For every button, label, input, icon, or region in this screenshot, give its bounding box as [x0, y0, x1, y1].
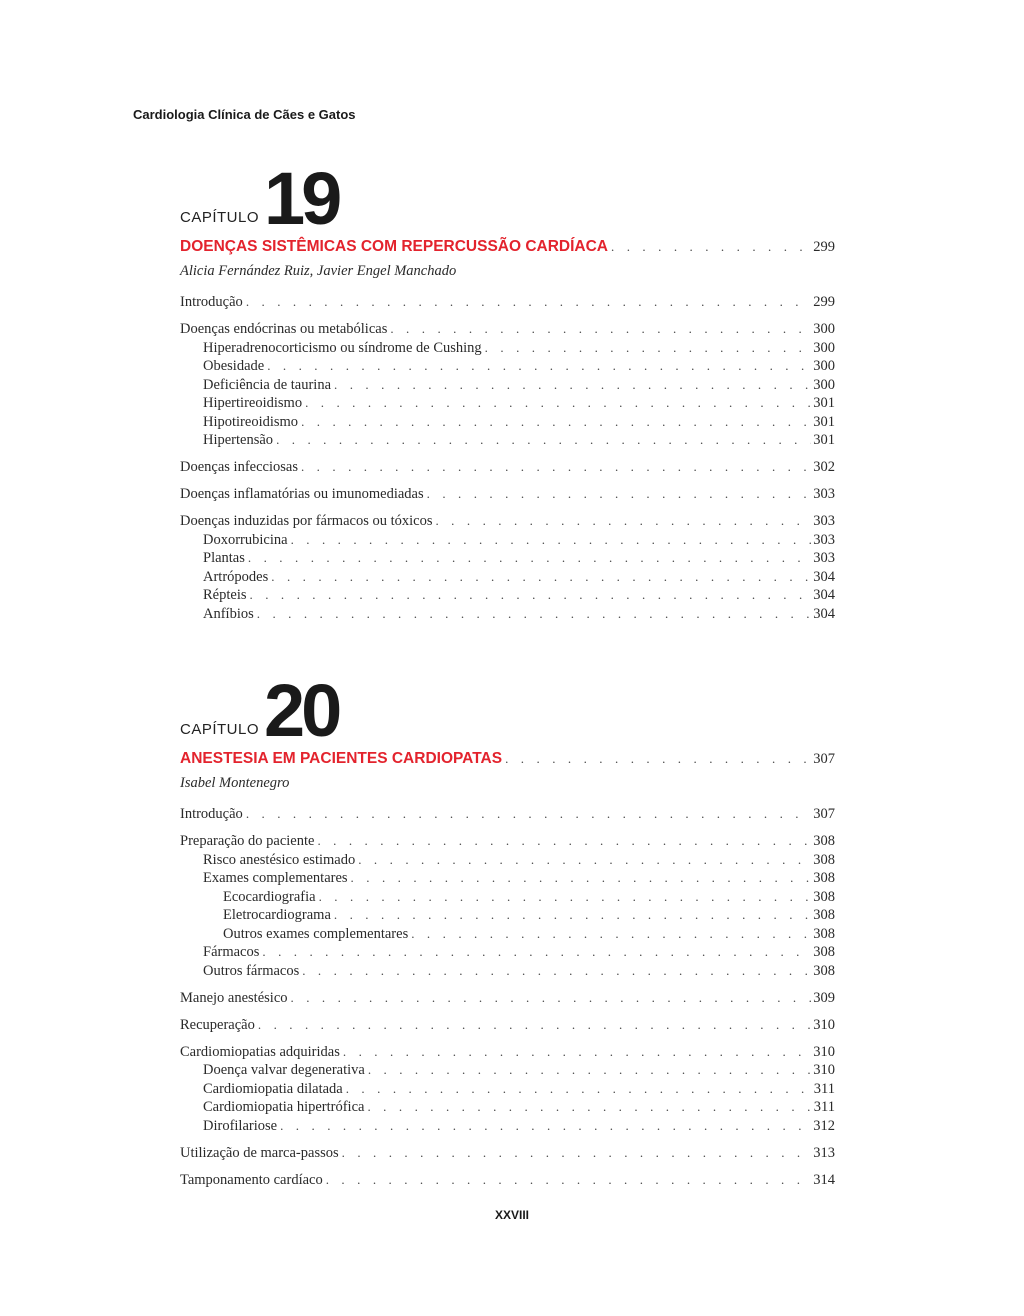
page-number: 300 — [813, 339, 835, 356]
toc-entry[interactable] — [180, 458, 835, 477]
leader-dots — [302, 962, 811, 981]
chapter-heading — [180, 150, 835, 240]
toc-entry-label: Doenças inflamatórias ou imunomediadas — [180, 486, 424, 502]
leader-dots — [485, 339, 812, 358]
chapter-label: CAPÍTULO — [180, 209, 260, 226]
toc-entry[interactable] — [180, 1171, 835, 1190]
toc-entry-label: Doenças endócrinas ou metabólicas — [180, 321, 388, 337]
leader-dots — [411, 925, 811, 944]
toc-entry-label: Preparação do paciente — [180, 833, 315, 849]
toc-entry-label: Exames complementares — [203, 870, 348, 886]
page-folio: XXVIII — [494, 1208, 529, 1222]
page-number: 311 — [813, 1099, 835, 1115]
page-number: 303 — [813, 531, 835, 548]
toc-entry[interactable] — [180, 805, 835, 824]
chapter-title: DOENÇAS SISTÊMICAS COM REPERCUSSÃO CARDÍACA — [180, 238, 609, 255]
toc-entry[interactable] — [180, 989, 835, 1008]
page-number: 304 — [813, 568, 835, 585]
page-number: 300 — [813, 321, 835, 337]
toc-entry-label: Obesidade — [203, 358, 265, 374]
leader-dots — [246, 805, 811, 824]
chapter-number: 20 — [264, 669, 339, 752]
toc-entry[interactable] — [180, 925, 835, 944]
chapter-title-entry[interactable] — [180, 238, 835, 257]
leader-dots — [367, 1098, 811, 1117]
leader-dots — [326, 1171, 812, 1190]
toc-entry[interactable] — [180, 1016, 835, 1035]
toc-entry-label: Artrópodes — [203, 568, 269, 585]
toc-entry-label: Hiperadrenocorticismo ou síndrome de Cushing — [203, 339, 482, 356]
toc-entry-label: Ecocardiografia — [223, 888, 316, 905]
leader-dots — [258, 1016, 811, 1035]
leader-dots — [334, 906, 811, 925]
toc-entry-label: Recuperação — [180, 1016, 255, 1033]
toc-entry-label: Doença valvar degenerativa — [203, 1062, 365, 1078]
toc-entry-label: Doxorrubicina — [203, 531, 288, 548]
leader-dots — [317, 832, 811, 851]
toc-entry[interactable] — [180, 943, 835, 962]
toc-entry-label: Utilização de marca-passos — [180, 1144, 339, 1161]
toc-entry-label: Cardiomiopatias adquiridas — [180, 1043, 340, 1060]
page-number: 301 — [813, 395, 835, 411]
page-number: 301 — [813, 413, 835, 430]
toc-entry-label: Hipotireoidismo — [203, 413, 299, 430]
toc-entry-label: Deficiência de taurina — [203, 376, 332, 393]
page-number: 312 — [813, 1117, 835, 1134]
toc-entry[interactable] — [180, 605, 835, 624]
toc-entry[interactable] — [180, 320, 835, 339]
page-number: 314 — [813, 1171, 835, 1188]
leader-dots — [291, 989, 812, 1008]
page-number: 300 — [813, 358, 835, 374]
running-head: Cardiologia Clínica de Cães e Gatos — [133, 107, 356, 122]
page-number: 308 — [813, 907, 835, 923]
toc-entry[interactable] — [180, 531, 835, 550]
leader-dots — [390, 320, 811, 339]
toc-entry[interactable] — [180, 485, 835, 504]
toc-entry[interactable] — [180, 851, 835, 870]
toc-entry-label: Risco anestésico estimado — [203, 851, 356, 868]
page-number: 303 — [813, 486, 835, 502]
toc-list — [180, 805, 835, 1189]
toc-entry-label: Introdução — [180, 806, 243, 822]
chapter-authors: Alicia Fernández Ruiz, Javier Engel Manchado — [180, 262, 457, 279]
toc-entry[interactable] — [180, 962, 835, 981]
toc-entry-label: Manejo anestésico — [180, 989, 288, 1006]
chapter-20 — [180, 662, 835, 1189]
toc-entry[interactable] — [180, 586, 835, 605]
page-number: 299 — [813, 239, 835, 255]
toc-entry-label: Fármacos — [203, 944, 260, 960]
page-number: 308 — [813, 888, 835, 905]
leader-dots — [334, 376, 811, 395]
toc-entry[interactable] — [180, 1117, 835, 1136]
toc-entry-label: Hipertireoidismo — [203, 395, 303, 411]
toc-entry-label: Cardiomiopatia dilatada — [203, 1080, 343, 1097]
toc-entry-label: Eletrocardiograma — [223, 907, 331, 923]
leader-dots — [319, 888, 812, 907]
toc-entry-label: Anfíbios — [203, 605, 254, 622]
toc-entry[interactable] — [180, 568, 835, 587]
leader-dots — [271, 568, 811, 587]
leader-dots — [435, 512, 811, 531]
leader-dots — [250, 586, 812, 605]
toc-entry[interactable] — [180, 1144, 835, 1163]
toc-entry[interactable] — [180, 394, 835, 413]
page-number: 307 — [813, 806, 835, 822]
leader-dots — [611, 238, 811, 257]
page-number: 308 — [813, 851, 835, 868]
chapter-authors: Isabel Montenegro — [180, 774, 290, 791]
leader-dots — [358, 851, 811, 870]
toc-entry[interactable] — [180, 413, 835, 432]
page-number: 309 — [813, 989, 835, 1006]
page-number: 299 — [813, 294, 835, 310]
toc-entry-label: Dirofilariose — [203, 1117, 278, 1134]
page-number: 311 — [813, 1080, 835, 1097]
page-number: 310 — [813, 1016, 835, 1033]
leader-dots — [257, 605, 812, 624]
leader-dots — [301, 458, 811, 477]
leader-dots — [305, 394, 811, 413]
page-number: 308 — [813, 833, 835, 849]
page-number: 313 — [813, 1144, 835, 1161]
leader-dots — [368, 1061, 811, 1080]
toc-entry[interactable] — [180, 339, 835, 358]
chapter-number: 19 — [264, 157, 339, 240]
page-number: 304 — [813, 587, 835, 603]
toc-entry-label: Doenças induzidas por fármacos ou tóxicos — [180, 513, 433, 529]
toc-entry[interactable] — [180, 832, 835, 851]
leader-dots — [262, 943, 811, 962]
toc-entry[interactable] — [180, 906, 835, 925]
toc-entry[interactable] — [180, 888, 835, 907]
page-number: 303 — [813, 513, 835, 529]
toc-entry-label: Répteis — [203, 587, 247, 603]
chapter-heading — [180, 662, 835, 752]
leader-dots — [301, 413, 811, 432]
page-number: 301 — [813, 432, 835, 448]
leader-dots — [346, 1080, 812, 1099]
chapter-label: CAPÍTULO — [180, 721, 260, 738]
page-number: 308 — [813, 962, 835, 979]
chapter-title-entry[interactable] — [180, 750, 835, 769]
leader-dots — [342, 1144, 812, 1163]
page-number: 307 — [813, 751, 835, 767]
toc-entry[interactable] — [180, 376, 835, 395]
toc-entry-label: Doenças infecciosas — [180, 459, 298, 475]
page-number: 310 — [813, 1062, 835, 1078]
toc-entry[interactable] — [180, 1043, 835, 1062]
toc-entry[interactable] — [180, 357, 835, 376]
leader-dots — [427, 485, 812, 504]
leader-dots — [291, 531, 812, 550]
toc-entry-label: Tamponamento cardíaco — [180, 1171, 323, 1188]
toc-entry[interactable] — [180, 512, 835, 531]
leader-dots — [246, 293, 811, 312]
toc-entry[interactable] — [180, 869, 835, 888]
toc-entry[interactable] — [180, 549, 835, 568]
page-number: 300 — [813, 376, 835, 393]
leader-dots — [280, 1117, 811, 1136]
toc-entry[interactable] — [180, 431, 835, 450]
toc-entry-label: Outros exames complementares — [223, 925, 409, 942]
toc-entry-label: Outros fármacos — [203, 962, 300, 979]
toc-entry[interactable] — [180, 1098, 835, 1117]
page-number: 303 — [813, 550, 835, 566]
page-number: 304 — [813, 605, 835, 622]
toc-entry[interactable] — [180, 1061, 835, 1080]
page-number: 310 — [813, 1043, 835, 1060]
toc-entry-label: Hipertensão — [203, 432, 274, 448]
page-number: 308 — [813, 944, 835, 960]
page-number: 308 — [813, 870, 835, 886]
leader-dots — [248, 549, 811, 568]
leader-dots — [267, 357, 811, 376]
toc-entry-label: Cardiomiopatia hipertrófica — [203, 1099, 365, 1115]
leader-dots — [343, 1043, 811, 1062]
leader-dots — [351, 869, 812, 888]
chapter-19 — [180, 150, 835, 623]
page-number: 308 — [813, 925, 835, 942]
chapter-title: ANESTESIA EM PACIENTES CARDIOPATAS — [180, 750, 503, 767]
toc-entry-label: Plantas — [203, 550, 245, 566]
toc-entry[interactable] — [180, 293, 835, 312]
leader-dots — [276, 431, 811, 450]
toc-entry-label: Introdução — [180, 294, 243, 310]
leader-dots — [505, 750, 811, 769]
page-number: 302 — [813, 459, 835, 475]
toc-entry[interactable] — [180, 1080, 835, 1099]
toc-list — [180, 293, 835, 623]
